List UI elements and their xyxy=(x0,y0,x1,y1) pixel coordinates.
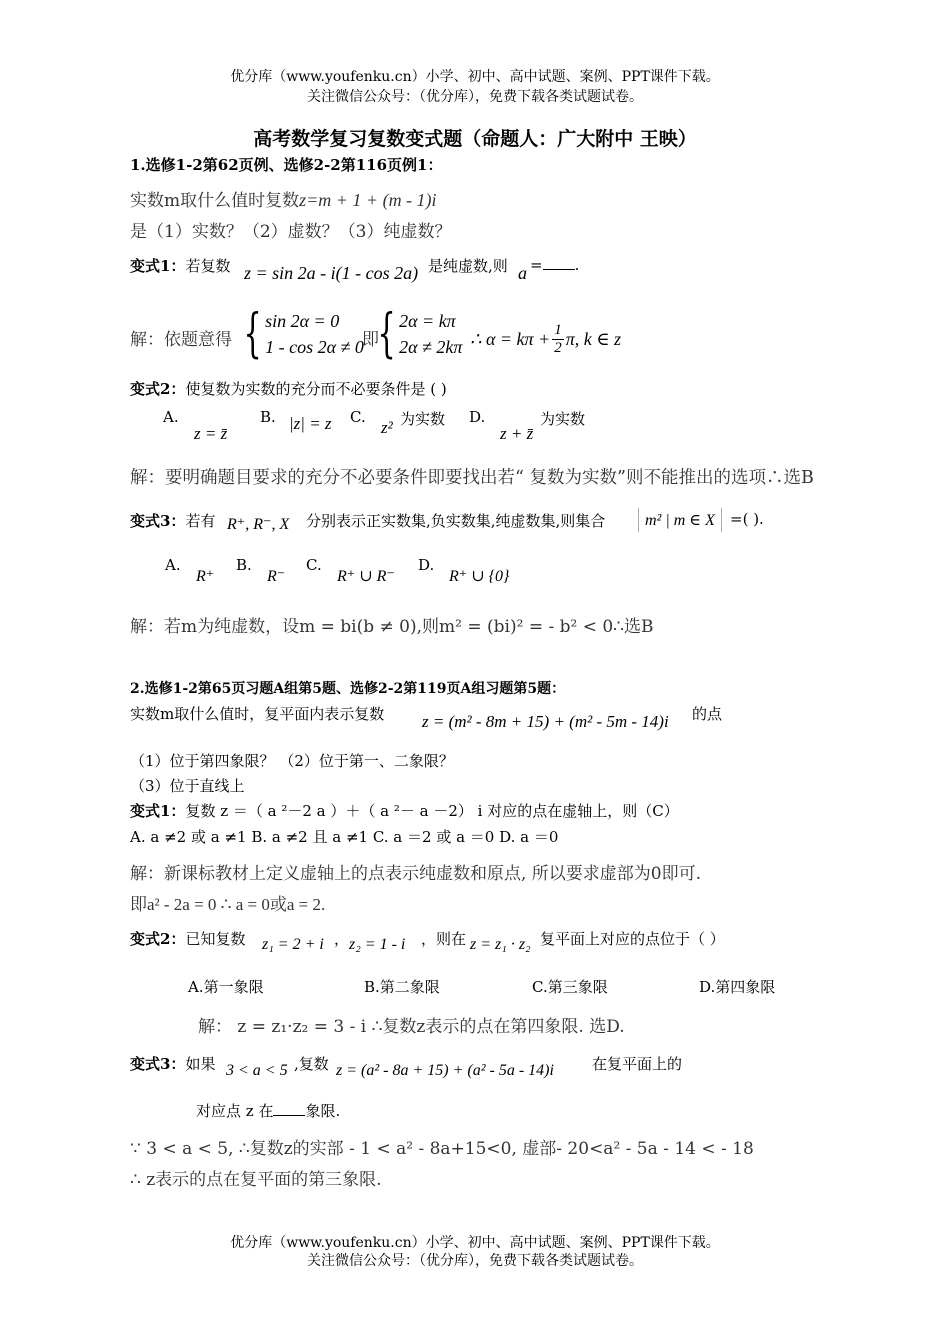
s2-v3-solution-2: ∴ z表示的点在复平面的第三象限. xyxy=(130,1170,382,1190)
s1-v3-text-c: =( ). xyxy=(730,510,764,528)
s1-v3-solution: 解：若m为纯虚数，设m = bi(b ≠ 0),则m² = (bi)² = - b² < 0∴选B xyxy=(130,617,654,637)
s1-v2-solution: 解：要明确题目要求的充分不必要条件即要找出若“ 复数为实数”则不能推出的选项∴选B xyxy=(130,468,814,488)
s1-v3-text-a: 若有 xyxy=(185,512,216,530)
s1-v1-var: a xyxy=(518,263,527,283)
s2-v1-text: 复数 z ＝（ a ²－2 a ）＋（ a ²－ a －2） i 对应的点在虚轴上，则（C） xyxy=(185,802,679,820)
s1-v3-opt-d-label: D. xyxy=(418,556,435,574)
page-title: 高考数学复习复数变式题（命题人：广大附中 王映） xyxy=(253,128,697,150)
section-1-heading: 1.选修1-2第62页例、选修2-2第116页例1： xyxy=(130,156,443,174)
s1-v3-opt-b-math: R⁻ xyxy=(267,568,286,585)
s1-v1-answer xyxy=(530,255,579,274)
s2-variant-3 xyxy=(130,1053,215,1074)
s2-v3-text-a: 如果 xyxy=(185,1055,216,1073)
s1-problem-line-1 xyxy=(130,186,437,211)
s1-v3-opt-c-label: C. xyxy=(306,556,322,574)
left-brace-icon: { xyxy=(377,304,396,364)
s1-v1-eq: = xyxy=(530,256,543,274)
frac-denominator: 2 xyxy=(554,340,562,356)
s1-variant-3 xyxy=(130,510,215,531)
s2-v2-text-c: 复平面上对应的点位于（ ） xyxy=(540,930,725,948)
frac-numerator: 1 xyxy=(554,322,562,338)
s2-v1-solution-2: 即a² - 2a = 0 ∴ a = 0或a = 2. xyxy=(130,895,326,914)
s1-v1-blank xyxy=(543,255,575,270)
s1-v1-conc-a: ∴ α = kπ + xyxy=(470,329,551,349)
s2-v3-math: z = (a² - 8a + 15) + (a² - 5a - 14)i xyxy=(336,1062,554,1079)
s2-v2-label: 变式2： xyxy=(130,930,186,948)
s2-problem-math: z = (m² - 8m + 15) + (m² - 5m - 14)i xyxy=(422,712,669,731)
s1-v1-sol-conclusion xyxy=(470,322,621,357)
s1-v2-label: 变式2： xyxy=(130,380,186,398)
s2-variant-2 xyxy=(130,928,245,949)
s2-v2-solution: 解： z = z₁·z₂ = 3 - i ∴复数z表示的点在第四象限. 选D. xyxy=(198,1017,625,1037)
s2-v3-line2-a: 对应点 z 在 xyxy=(196,1102,274,1120)
header-line-2: 关注微信公众号：（优分库），免费下载各类试题试卷。 xyxy=(307,89,643,105)
s2-v2-comma: ， xyxy=(334,930,350,948)
s2-v3-line2-b: 象限. xyxy=(305,1102,341,1120)
s2-v3-condition: 3 < a < 5 xyxy=(226,1062,288,1079)
s2-v1-options: A. a ≠2 或 a ≠1 B. a ≠2 且 a ≠1 C. a ＝2 或 a ＝0 D. a ＝0 xyxy=(130,828,559,846)
s1-v1-sol-prefix: 解：依题意得 xyxy=(130,330,232,350)
s2-v3-solution-1: ∵ 3 < a < 5, ∴复数z的实部 - 1 < a² - 8a+15<0, 虚部- 20<a² - 5a - 14 < - 18 xyxy=(130,1139,754,1159)
s2-v2-product: z = z₁ · z₂ xyxy=(470,936,531,953)
s1-v1-sol-mid: 即 xyxy=(362,330,379,350)
s2-sub-questions-1: （1）位于第四象限？ （2）位于第一、二象限？ xyxy=(130,752,454,770)
s2-v2-opt-b: B.第二象限 xyxy=(364,978,440,996)
s1-v1-text-b: 是纯虚数,则 xyxy=(428,257,508,275)
s1-v1-label: 变式1： xyxy=(130,257,186,275)
s1-v3-opt-a-label: A. xyxy=(165,556,181,574)
s2-problem-text-b: 的点 xyxy=(692,705,723,723)
s1-v3-text-b: 分别表示正实数集,负实数集,纯虚数集,则集合 xyxy=(306,512,606,530)
section-2-heading: 2.选修1-2第65页习题A组第5题、选修2-2第119页A组习题第5题： xyxy=(130,681,566,697)
header-line-1: 优分库（www.youfenku.cn）小学、初中、高中试题、案例、PPT课件下载。 xyxy=(230,69,720,85)
s2-sub-questions-2: （3）位于直线上 xyxy=(130,777,245,795)
s1-v2-opt-d-label: D. xyxy=(469,408,486,426)
fraction-half xyxy=(552,322,564,357)
left-brace-icon: { xyxy=(243,304,262,364)
s1-v2-opt-a-math: z = z̄ xyxy=(194,424,228,443)
s1-variant-1 xyxy=(130,255,230,276)
s1-v2-opt-a-label: A. xyxy=(163,408,179,426)
s1-v2-opt-c-label: C. xyxy=(350,408,366,426)
s2-v2-opt-a: A.第一象限 xyxy=(188,978,264,996)
s1-variant-2 xyxy=(130,378,447,399)
s2-v2-opt-d: D.第四象限 xyxy=(699,978,776,996)
s2-variant-1 xyxy=(130,800,679,821)
s2-v3-text-c: 在复平面上的 xyxy=(592,1055,683,1073)
s1-v1-math: z = sin 2a - i(1 - cos 2a) xyxy=(244,263,419,283)
s1-v3-set-notation: m² | m ∈ X xyxy=(638,508,722,532)
s1-v2-opt-b-math: |z| = z xyxy=(289,414,332,433)
s1-problem-text: 实数m取什么值时复数 xyxy=(130,191,300,211)
s1-v1-sol-system-1 xyxy=(240,304,364,364)
s2-v2-text-b: ，则在 xyxy=(421,930,467,948)
s1-v3-label: 变式3： xyxy=(130,512,186,530)
s1-v3-opt-b-label: B. xyxy=(236,556,252,574)
s1-v1-sys1-line2: 1 - cos 2α ≠ 0 xyxy=(265,337,364,357)
s2-v2-z1: z₁ = 2 + i xyxy=(262,936,324,953)
s1-v2-opt-d-text: 为实数 xyxy=(540,410,586,428)
s1-v1-tail: . xyxy=(574,256,580,274)
s2-v2-opt-c: C.第三象限 xyxy=(532,978,608,996)
s1-v1-sys2-line2: 2α ≠ 2kπ xyxy=(399,337,463,357)
s2-problem-text-a: 实数m取什么值时，复平面内表示复数 xyxy=(130,705,385,723)
footer-line-1: 优分库（www.youfenku.cn）小学、初中、高中试题、案例、PPT课件下载。 xyxy=(230,1235,720,1251)
s1-v2-opt-d-math: z + z̄ xyxy=(500,424,534,443)
s1-problem-line-2: 是（1）实数？（2）虚数？（3）纯虚数？ xyxy=(130,222,452,242)
s1-v2-opt-b-label: B. xyxy=(260,408,276,426)
s1-problem-math: z=m + 1 + (m - 1)i xyxy=(299,190,437,210)
s1-v1-sys2-line1: 2α = kπ xyxy=(399,311,456,331)
s2-v3-text-b: ,复数 xyxy=(294,1055,329,1073)
s2-v3-line-2 xyxy=(196,1100,340,1121)
s1-v3-opt-d-math: R⁺ ∪ {0} xyxy=(449,568,510,585)
s1-v1-sol-system-2 xyxy=(374,304,463,364)
s2-v1-solution-1: 解：新课标教材上定义虚轴上的点表示纯虚数和原点, 所以要求虚部为0即可. xyxy=(130,864,702,884)
s1-v2-text: 使复数为实数的充分而不必要条件是 ( ) xyxy=(185,380,447,398)
s2-v3-blank xyxy=(273,1101,305,1116)
s2-v3-label: 变式3： xyxy=(130,1055,186,1073)
s1-v3-sets-math: R⁺, R⁻, X xyxy=(227,516,290,533)
s1-v3-opt-c-math: R⁺ ∪ R⁻ xyxy=(337,568,395,585)
s2-v1-label: 变式1： xyxy=(130,802,186,820)
s2-v2-text-a: 已知复数 xyxy=(185,930,246,948)
footer-line-2: 关注微信公众号：（优分库），免费下载各类试题试卷。 xyxy=(307,1253,643,1269)
s1-v1-sys1-line1: sin 2α = 0 xyxy=(265,311,340,331)
s1-v1-text-a: 若复数 xyxy=(185,257,231,275)
s2-v2-z2: z₂ = 1 - i xyxy=(349,936,406,953)
s1-v3-opt-a-math: R⁺ xyxy=(196,568,215,585)
s1-v2-opt-c-math: z² xyxy=(381,418,393,437)
s1-v2-opt-c-text: 为实数 xyxy=(400,410,446,428)
s1-v1-conc-b: π, k ∈ z xyxy=(565,329,622,349)
